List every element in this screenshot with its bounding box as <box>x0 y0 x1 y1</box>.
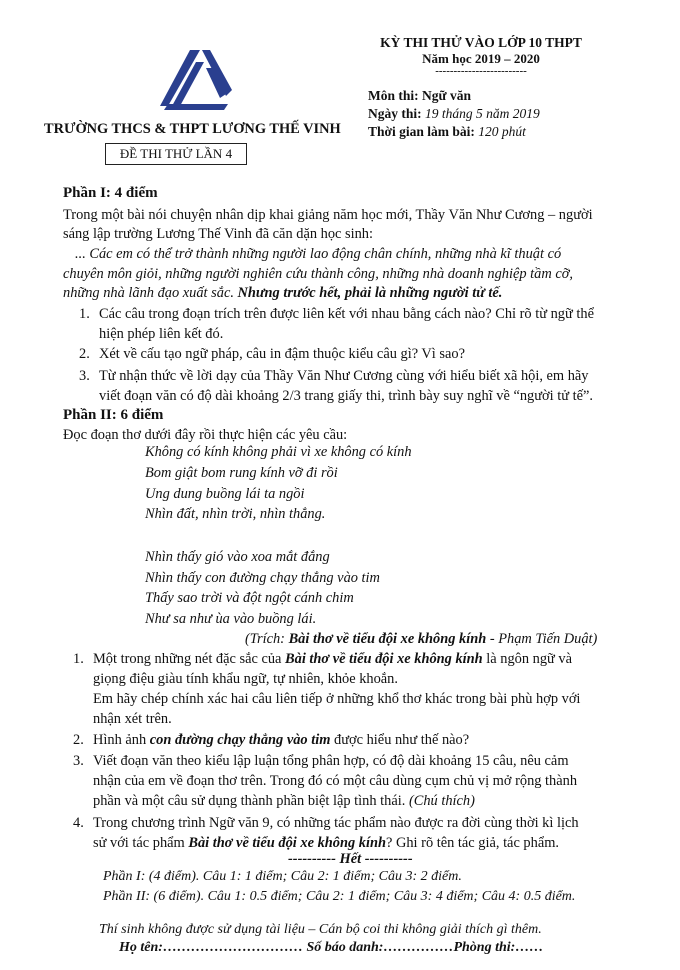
exam-label: ĐỀ THI THỬ LẦN 4 <box>119 146 233 161</box>
school-year: Năm học 2019 – 2020 <box>422 51 540 66</box>
q4-poem-title: Bài thơ về tiểu đội xe không kính <box>188 835 386 851</box>
part2-q1-line1 <box>93 649 572 669</box>
part1-q2-line1: Xét về cấu tạo ngữ pháp, câu in đậm thuộc kiểu câu gì? Vì sao? <box>99 346 465 362</box>
quote-line1: ... Các em có thể trở thành những người lao động chân chính, những nhà kĩ thuật có <box>75 246 562 262</box>
part1-q1-number: 1. <box>79 306 90 322</box>
q2-text-c: được hiểu như thế nào? <box>330 732 470 748</box>
triangle-logo-icon <box>160 48 232 112</box>
source-prefix: (Trích: <box>245 631 289 647</box>
part2-q2-number: 2. <box>73 732 84 748</box>
exam-body <box>63 183 663 953</box>
part1-q3-number: 3. <box>79 368 90 384</box>
subject-label: Môn thi: <box>368 88 419 103</box>
school-name: TRƯỜNG THCS & THPT LƯƠNG THẾ VINH <box>44 121 341 137</box>
score-part1: Phần I: (4 điểm). Câu 1: 1 điểm; Câu 2: 1 điểm; Câu 3: 2 điểm. <box>103 869 462 884</box>
date-label: Ngày thi: <box>368 106 422 121</box>
part1-intro-line1: Trong một bài nói chuyện nhân dịp khai giảng năm học mới, Thầy Văn Như Cương – người <box>63 207 593 223</box>
q2-image-phrase: con đường chạy thẳng vào tim <box>149 732 331 748</box>
time-label: Thời gian làm bài: <box>368 124 475 139</box>
poem-line: Nhìn thấy con đường chạy thẳng vào tim <box>145 570 380 586</box>
part2-q3-line3 <box>93 791 475 811</box>
q3-note: (Chú thích) <box>408 793 475 809</box>
q1-poem-title: Bài thơ về tiểu đội xe không kính <box>285 651 483 667</box>
quote-bold-sentence: Nhưng trước hết, phải là những người tử tế. <box>237 285 503 301</box>
q2-text-a: Hình ảnh <box>93 732 150 748</box>
candidate-fill-line: Họ tên:………………………… Số báo danh:……………Phòng thi:…… <box>119 940 544 955</box>
date-line <box>368 106 540 122</box>
source-author: - Phạm Tiến Duật) <box>486 631 598 647</box>
part2-q1-number: 1. <box>73 651 84 667</box>
q1-text-a: Một trong những nét đặc sắc của <box>93 651 286 667</box>
poem-line: Nhìn thấy gió vào xoa mắt đắng <box>145 549 330 565</box>
date-value: 19 tháng 5 năm 2019 <box>425 106 540 121</box>
exam-title: KỲ THI THỬ VÀO LỚP 10 THPT <box>380 35 582 50</box>
part2-q1-line4: nhận xét trên. <box>93 711 172 727</box>
part2-q3-line1: Viết đoạn văn theo kiểu lập luận tổng phân hợp, có độ dài khoảng 15 câu, nêu cảm <box>93 753 569 769</box>
part2-q4-line1: Trong chương trình Ngữ văn 9, có những tác phẩm nào được ra đời cùng thời kì lịch <box>93 815 579 831</box>
subject-line <box>368 88 471 104</box>
quote-line3-plain: những nhà lãnh đạo xuất sắc. <box>63 285 238 301</box>
part2-q4-number: 4. <box>73 815 84 831</box>
q4-text-a: sử với tác phẩm <box>93 835 189 851</box>
part1-intro-line2: sáng lập trường Lương Thế Vinh đã căn dặn học sinh: <box>63 226 373 242</box>
poem-line: Bom giật bom rung kính vỡ đi rồi <box>145 465 338 481</box>
school-logo <box>160 48 232 112</box>
quote-line2: chuyên môn giỏi, những người nghiên cứu thành công, những nhà doanh nghiệp tầm cỡ, <box>63 266 573 282</box>
part1-q3-line2: viết đoạn văn có độ dài khoảng 2/3 trang giấy thi, trình bày suy nghĩ về “người tử tế”. <box>99 388 593 404</box>
part1-title: Phần I: 4 điểm <box>63 185 158 201</box>
time-line <box>368 124 526 140</box>
exam-label-box <box>105 143 247 165</box>
q3-text-a: phần và một câu sử dụng thành phần biệt lập tình thái. <box>93 793 409 809</box>
part1-q1-line1: Các câu trong đoạn trích trên được liên kết với nhau bằng cách nào? Chỉ rõ từ ngữ thể <box>99 306 594 322</box>
quote-line3 <box>63 283 502 303</box>
poem-line: Ung dung buồng lái ta ngồi <box>145 486 305 502</box>
source-title: Bài thơ về tiểu đội xe không kính <box>288 631 487 647</box>
time-value: 120 phút <box>478 124 526 139</box>
header-separator: ------------------------- <box>435 65 527 77</box>
exam-note: Thí sinh không được sử dụng tài liệu – Cán bộ coi thi không giải thích gì thêm. <box>99 922 542 937</box>
part1-q1-line2: hiện phép liên kết đó. <box>99 326 224 342</box>
part2-intro: Đọc đoạn thơ dưới đây rồi thực hiện các yêu cầu: <box>63 427 348 443</box>
part2-q3-number: 3. <box>73 753 84 769</box>
part2-q1-line2: giọng điệu giàu tính khẩu ngữ, tự nhiên, khỏe khoắn. <box>93 671 398 687</box>
part2-q2-line1 <box>93 730 469 750</box>
poem-line: Nhìn đất, nhìn trời, nhìn thẳng. <box>145 506 326 522</box>
poem-line: Thấy sao trời và đột ngột cánh chim <box>145 590 354 606</box>
q1-text-c: là ngôn ngữ và <box>482 651 573 667</box>
part2-q1-line3: Em hãy chép chính xác hai câu liên tiếp ở những khổ thơ khác trong bài phù hợp với <box>93 691 581 707</box>
q4-text-c: ? Ghi rõ tên tác giả, tác phẩm. <box>385 835 560 851</box>
part1-q2-number: 2. <box>79 346 90 362</box>
poem-line: Không có kính không phải vì xe không có kính <box>145 444 412 460</box>
part2-title: Phần II: 6 điểm <box>63 407 164 423</box>
part1-q3-line1: Từ nhận thức về lời dạy của Thầy Văn Như Cương cùng với hiểu biết xã hội, em hãy <box>99 368 589 384</box>
part2-q3-line2: nhận của em về đoạn thơ trên. Trong đó có một câu dùng cụm chủ vị mở rộng thành <box>93 773 578 789</box>
subject-value: Ngữ văn <box>422 88 471 103</box>
poem-source <box>245 629 597 649</box>
poem-line: Như sa như ùa vào buồng lái. <box>145 611 317 627</box>
end-marker: ---------- Hết ---------- <box>288 851 413 867</box>
score-part2: Phần II: (6 điểm). Câu 1: 0.5 điểm; Câu 2: 1 điểm; Câu 3: 4 điểm; Câu 4: 0.5 điểm. <box>103 889 576 904</box>
